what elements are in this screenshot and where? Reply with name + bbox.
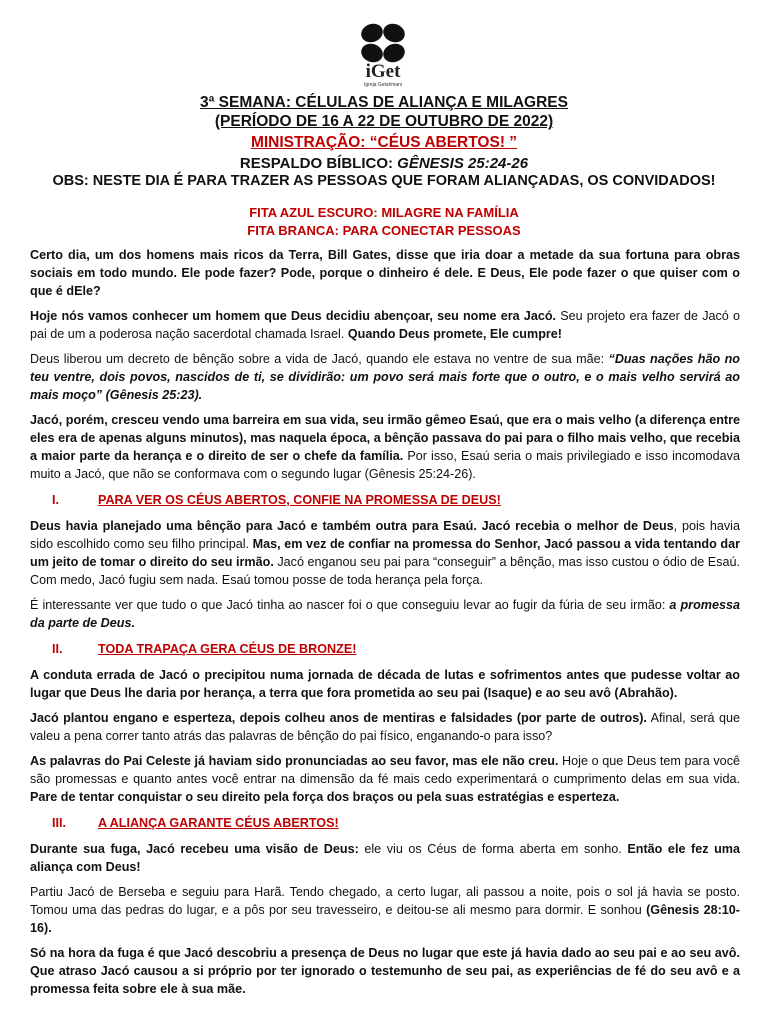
logo-subtitle: Igreja Getsêmani xyxy=(363,82,403,88)
text-bold: As palavras do Pai Celeste já haviam sido pronunciadas ao seu favor, mas ele não creu. xyxy=(30,754,559,768)
logo-brand: iGet xyxy=(365,61,401,82)
cross-petals-icon xyxy=(357,22,409,64)
text-bold: Deus havia planejado uma bênção para Jacó e também outra para Esaú. Jacó recebia o melhor de Deus xyxy=(30,519,674,533)
text-regular: Partiu Jacó de Berseba e seguiu para Harã. Tendo chegado, a certo lugar, ali passou a noite, pois o sol já havia se posto. Tomou uma das pedras do lugar, e a pôs por seu travesseiro, e deitou-se ali mesmo para dormir. E sonhou xyxy=(30,885,740,917)
section-heading-3 xyxy=(30,814,740,832)
reference-value: GÊNESIS 25:24-26 xyxy=(397,155,529,172)
ribbon-dark-blue: FITA AZUL ESCURO: MILAGRE NA FAMÍLIA xyxy=(249,205,519,220)
section-number: II. xyxy=(52,642,63,656)
text-bold: Pare de tentar conquistar o seu direito pela força dos braços ou pela suas estratégias e esperteza. xyxy=(30,790,620,804)
section-2-paragraph-3 xyxy=(30,752,740,806)
text-bold: Jacó plantou engano e esperteza, depois colheu anos de mentiras e falsidades (por parte de outros). xyxy=(30,711,647,725)
intro-paragraph-2 xyxy=(30,307,740,343)
observation-note: OBS: NESTE DIA É PARA TRAZER AS PESSOAS QUE FORAM ALIANÇADAS, OS CONVIDADOS! xyxy=(52,173,716,189)
text-bold: Jacó, porém, cresceu vendo uma barreira em sua vida, seu irmão gêmeo Esaú, que era o mais velho (a diferença entre eles era de apenas alguns minutos), mas naquela época, a bênção passava do pai para o filho mais velho, que recebia a maior parte da herança e o direito de ser o chefe da família. xyxy=(30,413,740,463)
section-number: I. xyxy=(52,493,59,507)
text-regular: Jacó enganou seu pai para “conseguir” a bênção, mas isso custou o ódio de Esaú. Com medo, Jacó fugiu sem nada. Esaú tomou posse de toda herança pela força. xyxy=(30,555,740,587)
section-heading-2 xyxy=(30,640,740,658)
text-regular: , pois havia sido escolhido como seu filho principal. xyxy=(30,519,740,551)
section-2-paragraph-1: A conduta errada de Jacó o precipitou numa jornada de década de lutas e sofrimentos antes que pudesse voltar ao lugar que Deus lhe daria por herança, a terra que fora prometida ao seu pai (Isaque) e ao seu avô (Abrahão). xyxy=(30,668,740,700)
text-regular: Deus liberou um decreto de bênção sobre a vida de Jacó, quando ele estava no ventre de sua mãe: xyxy=(30,352,609,366)
section-title: PARA VER OS CÉUS ABERTOS, CONFIE NA PROMESSA DE DEUS! xyxy=(98,493,501,507)
text-bold: Quando Deus promete, Ele cumpre! xyxy=(347,327,562,341)
period-title: (PERÍODO DE 16 A 22 DE OUTUBRO DE 2022) xyxy=(214,113,554,130)
section-1-paragraph-1 xyxy=(30,517,740,589)
section-title: TODA TRAPAÇA GERA CÉUS DE BRONZE! xyxy=(98,642,357,656)
text-bold: (Gênesis 28:10-16). xyxy=(30,903,740,935)
text-regular: É interessante ver que tudo o que Jacó tinha ao nascer foi o que conseguiu levar ao fugir da fúria de seu irmão: xyxy=(30,598,670,612)
text-bold: Hoje nós vamos conhecer um homem que Deus decidiu abençoar, seu nome era Jacó. xyxy=(30,309,557,323)
text-bold: Durante sua fuga, Jacó recebeu uma visão de Deus: xyxy=(30,842,359,856)
intro-paragraph-1: Certo dia, um dos homens mais ricos da Terra, Bill Gates, disse que iria doar a metade da sua fortuna para obras sociais em todo mundo. Ele pode fazer? Pode, porque o dinheiro é dele. E Deus, Ele pode fazer o que quiser com o que é dEle? xyxy=(30,248,740,298)
text-regular: ele viu os Céus de forma aberta em sonho. xyxy=(358,842,628,856)
text-bold: Então ele fez uma aliança com Deus! xyxy=(30,842,740,874)
section-1-paragraph-2 xyxy=(30,596,740,632)
text-regular: Seu projeto era fazer de Jacó o pai de um a poderosa nação sacerdotal chamada Israel. xyxy=(30,309,740,341)
text-bold: Mas, em vez de confiar na promessa do Senhor, Jacó passou a vida tentando dar um jeito de tomar o direito do seu irmão. xyxy=(30,537,740,569)
intro-paragraph-3 xyxy=(30,350,740,404)
section-2-paragraph-2 xyxy=(30,709,740,745)
ministry-title: MINISTRAÇÃO: “CÉUS ABERTOS! ” xyxy=(250,134,518,151)
section-number: III. xyxy=(52,816,66,830)
biblical-reference xyxy=(0,155,768,172)
document-body xyxy=(30,246,740,1005)
text-bold-italic: a promessa da parte de Deus. xyxy=(30,598,740,630)
section-3-paragraph-2 xyxy=(30,883,740,937)
intro-paragraph-4 xyxy=(30,411,740,483)
text-regular: Hoje o que Deus tem para você são promessas e quanto antes você entrar na dimensão da fé mais cedo experimentará o cumprimento delas em sua vida. xyxy=(30,754,740,786)
section-3-paragraph-3: Só na hora da fuga é que Jacó descobriu a presença de Deus no lugar que este já havia dado ao seu pai e ao seu avô. Que atraso Jacó causou a si próprio por ter ignorado o testemunho de seu pai, as experiências de fé do seu avô e a promessa feita sobre ele à sua mãe. xyxy=(30,946,740,996)
ribbon-white: FITA BRANCA: PARA CONECTAR PESSOAS xyxy=(247,223,521,238)
text-regular: Por isso, Esaú seria o mais privilegiado e isso incomodava muito a Jacó, que não se conformava com o segundo lugar (Gênesis 25:24-26). xyxy=(30,449,740,481)
reference-label: RESPALDO BÍBLICO: xyxy=(239,155,398,172)
quote-text: “Duas nações hão no teu ventre, dois povos, nascidos de ti, se dividirão: um povo será mais forte que o outro, e o mais velho servirá ao mais moço” (Gênesis 25:23). xyxy=(30,352,740,402)
week-title: 3ª SEMANA: CÉLULAS DE ALIANÇA E MILAGRES xyxy=(200,94,568,111)
section-title: A ALIANÇA GARANTE CÉUS ABERTOS! xyxy=(98,816,339,830)
section-heading-1 xyxy=(30,491,740,509)
text-regular: Afinal, será que valeu a pena correr tanto atrás das palavras de bênção do pai físico, enganando-o para isso? xyxy=(30,711,740,743)
section-3-paragraph-1 xyxy=(30,840,740,876)
